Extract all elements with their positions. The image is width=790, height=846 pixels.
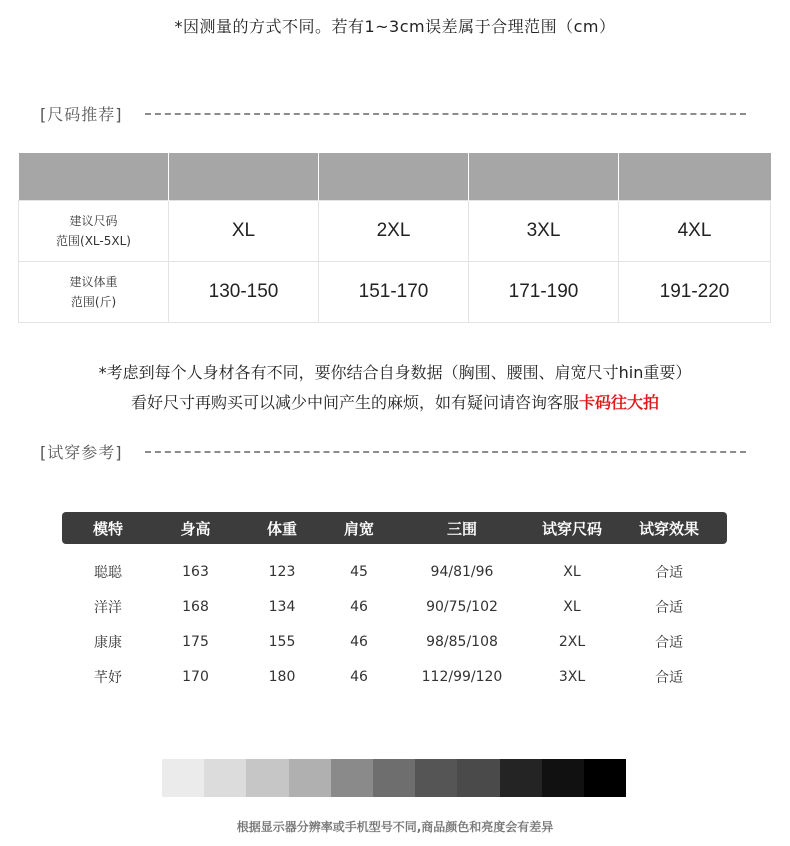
fit-cell-fit-result: 合适: [655, 634, 683, 651]
fit-tip-line-1: *考虑到每个人身材各有不同，要你结合自身数据（胸围、腰围、肩宽尺寸hin重要）: [98, 363, 692, 382]
size-table-header-cell: [619, 153, 771, 201]
fit-cell-height: 175: [182, 633, 209, 650]
gray-swatch: [457, 759, 499, 797]
gray-swatch: [415, 759, 457, 797]
fit-cell-weight: 155: [268, 633, 296, 650]
weight-cell: 171-190: [469, 262, 619, 323]
fit-cell-weight: 180: [268, 668, 296, 685]
fit-cell-height: 170: [182, 668, 209, 685]
gray-swatch: [500, 759, 542, 797]
dashed-divider: [145, 451, 747, 453]
gray-swatch: [542, 759, 584, 797]
fit-cell-shoulder: 45: [350, 563, 368, 580]
fit-cell-model-name: 聪聪: [94, 564, 122, 581]
row-label: [19, 201, 169, 262]
fit-header-measurements: 三围: [446, 519, 477, 538]
display-disclaimer: 根据显示器分辨率或手机型号不同,商品颜色和亮度会有差异: [236, 820, 554, 834]
size-table-header-cell: [19, 153, 169, 201]
row-label-line: 建议体重: [69, 275, 118, 289]
fit-cell-tried-size: 2XL: [558, 633, 586, 650]
fit-table-row: [62, 659, 727, 694]
fit-cell-measurements: 98/85/108: [426, 633, 498, 650]
size-row-recommended-weight: [19, 262, 771, 323]
gray-swatch: [584, 759, 626, 797]
dashed-divider: [145, 113, 747, 115]
row-label: [19, 262, 169, 323]
fit-cell-shoulder: 46: [350, 633, 368, 650]
fit-table-row: [62, 589, 727, 624]
size-cell: 4XL: [619, 201, 771, 262]
fit-header-height: 身高: [180, 519, 211, 538]
size-cell: 3XL: [469, 201, 619, 262]
fit-cell-height: 168: [182, 598, 209, 615]
fit-header-size: 试穿尺码: [541, 519, 602, 538]
fit-tip-line-2: [0, 390, 790, 413]
row-label-line: 范围(斤): [70, 295, 117, 309]
fit-cell-shoulder: 46: [350, 668, 368, 685]
fit-header-shoulder: 肩宽: [343, 519, 374, 538]
fit-cell-weight: 134: [268, 598, 296, 615]
gray-swatch: [289, 759, 331, 797]
gray-swatch: [373, 759, 415, 797]
size-section-title: [尺码推荐]: [40, 105, 123, 124]
fit-cell-model-name: 洋洋: [94, 599, 122, 616]
size-table-header-cell: [469, 153, 619, 201]
fit-cell-fit-result: 合适: [655, 564, 683, 581]
size-row-recommended-size: [19, 201, 771, 262]
fit-cell-measurements: 112/99/120: [421, 668, 503, 685]
size-table-header-cell: [169, 153, 319, 201]
row-label-line: 范围(XL-5XL): [56, 234, 131, 248]
fit-table-row: [62, 554, 727, 589]
fit-section-header: [40, 440, 746, 463]
fit-cell-tried-size: 3XL: [558, 668, 586, 685]
weight-cell: 191-220: [619, 262, 771, 323]
fit-cell-shoulder: 46: [350, 598, 368, 615]
fit-section-title: [试穿参考]: [40, 443, 123, 462]
measurement-notice: *因测量的方式不同。若有1~3cm误差属于合理范围（cm）: [174, 17, 616, 36]
fit-cell-height: 163: [182, 563, 209, 580]
size-cell: 2XL: [319, 201, 469, 262]
fit-tip-highlight: 卡码往大拍: [579, 393, 660, 412]
fit-table-row: [62, 624, 727, 659]
fit-cell-tried-size: XL: [563, 598, 581, 615]
fit-header-weight: 体重: [266, 519, 297, 538]
fit-cell-measurements: 90/75/102: [426, 598, 498, 615]
weight-cell: 151-170: [319, 262, 469, 323]
weight-cell: 130-150: [169, 262, 319, 323]
gray-swatch: [246, 759, 288, 797]
fit-header-model: 模特: [92, 519, 123, 538]
fit-header-effect: 试穿效果: [638, 519, 699, 538]
fit-table-header: [62, 512, 727, 544]
fit-cell-fit-result: 合适: [655, 669, 683, 686]
fit-cell-weight: 123: [268, 563, 296, 580]
size-recommendation-table: [18, 153, 771, 323]
fit-cell-model-name: 芊妤: [94, 669, 122, 686]
fit-cell-fit-result: 合适: [655, 599, 683, 616]
row-label-line: 建议尺码: [69, 214, 118, 228]
size-table-header-row: [19, 153, 771, 201]
fit-cell-measurements: 94/81/96: [430, 563, 494, 580]
gray-swatch: [162, 759, 204, 797]
fit-cell-tried-size: XL: [563, 563, 581, 580]
grayscale-calibration-bar: [162, 759, 626, 797]
size-table-header-cell: [319, 153, 469, 201]
gray-swatch: [331, 759, 373, 797]
size-section-header: [40, 102, 746, 125]
fit-cell-model-name: 康康: [94, 634, 122, 651]
gray-swatch: [204, 759, 246, 797]
fit-tip-text: 看好尺寸再购买可以减少中间产生的麻烦，如有疑问请咨询客服: [130, 393, 579, 412]
size-cell: XL: [169, 201, 319, 262]
